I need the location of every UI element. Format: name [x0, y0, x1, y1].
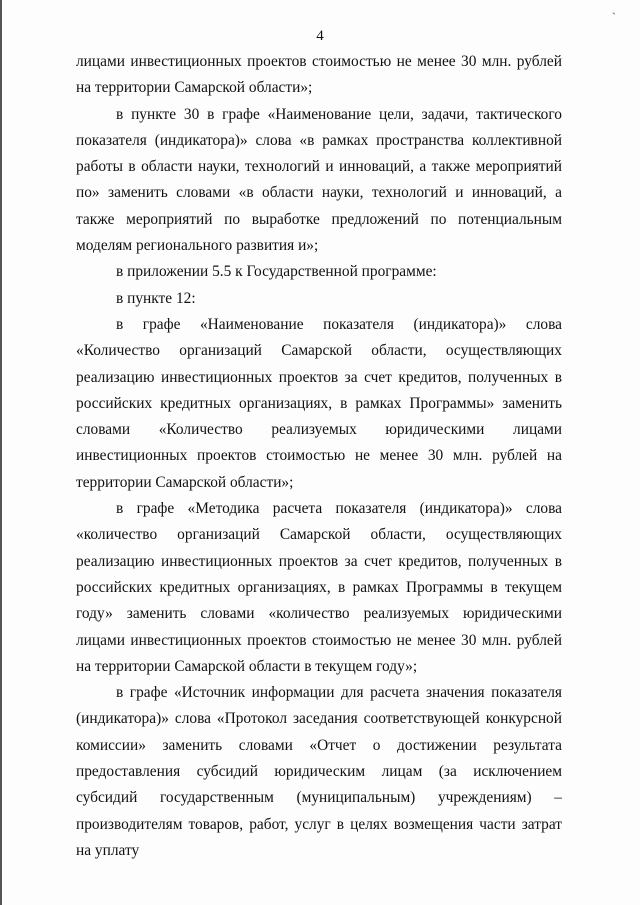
paragraph-point-30: в пункте 30 в графе «Наименование цели, задачи, тактического показателя (индикатора)» слова «в рамках пространства коллективной работы в области науки, технологий и инноваций, а также мероприятий по» заменить словами «в области науки, технологий и инноваций, а также мероприятий по выработке предложений по потенциальным моделям регионального развития и»;: [76, 105, 562, 255]
document-body: [76, 49, 562, 864]
paragraph-appendix-5-5: в приложении 5.5 к Государственной программе:: [116, 263, 437, 281]
scan-edge: [0, 0, 2, 905]
paragraph-point-12: в пункте 12:: [116, 289, 196, 307]
page-number: 4: [316, 28, 324, 44]
paragraph-information-source: в графе «Источник информации для расчета значения показателя (индикатора)» слова «Протокол заседания соответствующей конкурсной комиссии» заменить словами «Отчет о достижении результата предоставления субсидий юридическим лицам (за исключением субсидий государственным (муниципальным) учреждениям) – производителям товаров, работ, услуг в целях возмещения части затрат на уплату: [76, 684, 562, 859]
corner-mark: `: [612, 10, 616, 24]
paragraph-calculation-method: в графе «Методика расчета показателя (индикатора)» слова «количество организаций Самарской области, осуществляющих реализацию инвестиционных проектов за счет кредитов, полученных в российских кредитных организациях, в рамках Программы в текущем году» заменить словами «количество реализуемых юридическими лицами инвестиционных проектов стоимостью не менее 30 млн. рублей на территории Самарской области в текущем году»;: [76, 500, 562, 675]
paragraph-continuation: лицами инвестиционных проектов стоимостью не менее 30 млн. рублей на территории Самарской области»;: [76, 53, 562, 97]
paragraph-indicator-name: в графе «Наименование показателя (индикатора)» слова «Количество организаций Самарской области, осуществляющих реализацию инвестиционных проектов за счет кредитов, полученных в российских кредитных организациях, в рамках Программы» заменить словами «Количество реализуемых юридическими лицами инвестиционных проектов стоимостью не менее 30 млн. рублей на территории Самарской области»;: [76, 315, 562, 491]
